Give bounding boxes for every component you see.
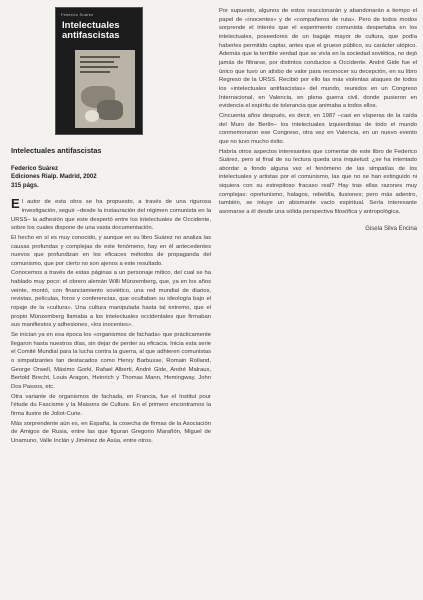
book-publisher: Ediciones Rialp. Madrid, 2002: [11, 173, 97, 181]
book-author: Federico Suárez: [11, 165, 59, 172]
drop-cap: E: [11, 196, 20, 212]
book-details: [11, 165, 211, 190]
cover-artwork: [75, 50, 135, 128]
right-column: [219, 7, 417, 232]
paragraph: Más sorprendente aún es, en España, la cosecha de firmas de la Asociación de Amigos de Rusia, entre las que figuran Gregorio Marañón, Miguel de Unamuno, Valle Inclán y Jiménez de Asúa, entre otros.: [11, 420, 211, 444]
reviewer-signature: Gisela Silva Encina: [365, 225, 417, 232]
paragraph: Cincuenta años después, es decir, en 1987 –casi en vísperas de la caída del Muro de Berlín– los intelectuales izquierdistas de todo el mundo conmemoraron ese Congreso, otra vez en Valencia, en un nuevo evento que no tuvo mucho éxito.: [219, 112, 417, 145]
paragraph: El hecho en sí es muy conocido, y aunque en su libro Suárez no analiza las causas profundas y complejas de este fenómeno, hay en él antecedentes nuevos que profundizan en los eficaces métodos de propaganda del comunismo, que por cierto no son ajenos a este resultado.: [11, 234, 211, 267]
cover-title: Intelectuales antifascistas: [62, 20, 120, 41]
paragraph: Por supuesto, algunos de estos reaccionarán y abandonarán a tiempo el papel de «inocentes» y de «compañeros de ruta». Pero de todos modos sorprende el interés que el experimento comunista despertaba en los intelectuales, poseedores de un bagaje mayor de cultura, que podía haberles permitido captar, antes que el grueso público, su carácter utópico. Además que la terrible verdad que se vivía en la sociedad soviética, no dejó jamás de filtrarse, por distintos conductos a Occidente. André Gide fue el único que tuvo un atisbo de valor para reconocer su decepción, en su libro Regreso de la URSS. Recibió por ello las más violentas ataques de todos los «intelectuales antifascistas» del mundo, reunidos en un Congreso Internacional, en Valencia, en plena guerra civil, donde pusieron en evidencia el espíritu de tolerancia que animaba a todos ellos.: [219, 8, 417, 110]
paragraph: Conocemos a través de estas páginas a un personaje mítico, del cual se ha hablado muy poco: el obrero alemán Willi Münzemberg, que, ya en los años veinte, montó, con financiamiento soviético, una red mundial de diarios, revistas, películas, foros y conferencias, que ocultaban su ideología bajo el ropaje de la «cultura». Una cultura manipulada hasta tal extremo, que el propio Münzemberg llamaba a los intelectuales occidentales que firmaban sus manifiestos y adhesiones, «los inocentes».: [11, 270, 211, 329]
paragraph: Habría otros aspectos interesantes que comentar de este libro de Federico Suárez, pero al final de su lectura queda una inquietud: ¿se ha intentado abordar a fondo alguna vez el fenómeno de las simpatías de los intelectuales y artistas por el comunismo, las que no se han extinguido ni siquiera con su estrepitoso fracaso real? Hay tras ellas razones muy complejas: oportunismo, halagos, rebeldía, ilusiones; pero más adentro, también, se intuye un abismante vacío espiritual. Sería interesante asomarse a él desde una sólida perspectiva filosófica y antropológica.: [219, 148, 417, 216]
book-cover: [55, 7, 143, 135]
review-title: Intelectuales antifascistas: [11, 146, 102, 155]
paragraph: Se inician ya en esa época los «organismos de fachada» que prácticamente llegaron hasta nuestros días, sin dejar de perder su eficacia. Inicia esta serie el Comité Mundial para la lucha contra la guerra, al que adhieren comunistas o simpatizantes tan destacados como Henry Barbusse, Romain Rolland, George Orwell, Máximo Gorki, Rafael Alberti, André Gide, André Malraux, Bertold Brecht, Louis Aragon, Heinrich y Thomas Mann, Hemingway, John Dos Passos, etc.: [11, 332, 211, 390]
paragraph: El autor de esta obra se ha propuesto, a través de una rigurosa investigación, seguir –desde la instauración del régimen comunista en la URSS– la adhesión que este despertó entre los intelectuales de Occidente, sobre los cuales dispone de una vasta documentación.: [11, 196, 211, 232]
left-column: [11, 146, 211, 447]
cover-author: Federico Suárez: [61, 12, 94, 17]
book-pages: 315 págs.: [11, 181, 39, 189]
paragraph: Otra variante de organismos de fachada, en Francia, fue el Institut pour l'étude du Fascisme y la Maisons de Culture. En el primero encontramos la firma ilustre de Joliot-Curie.: [11, 393, 211, 417]
